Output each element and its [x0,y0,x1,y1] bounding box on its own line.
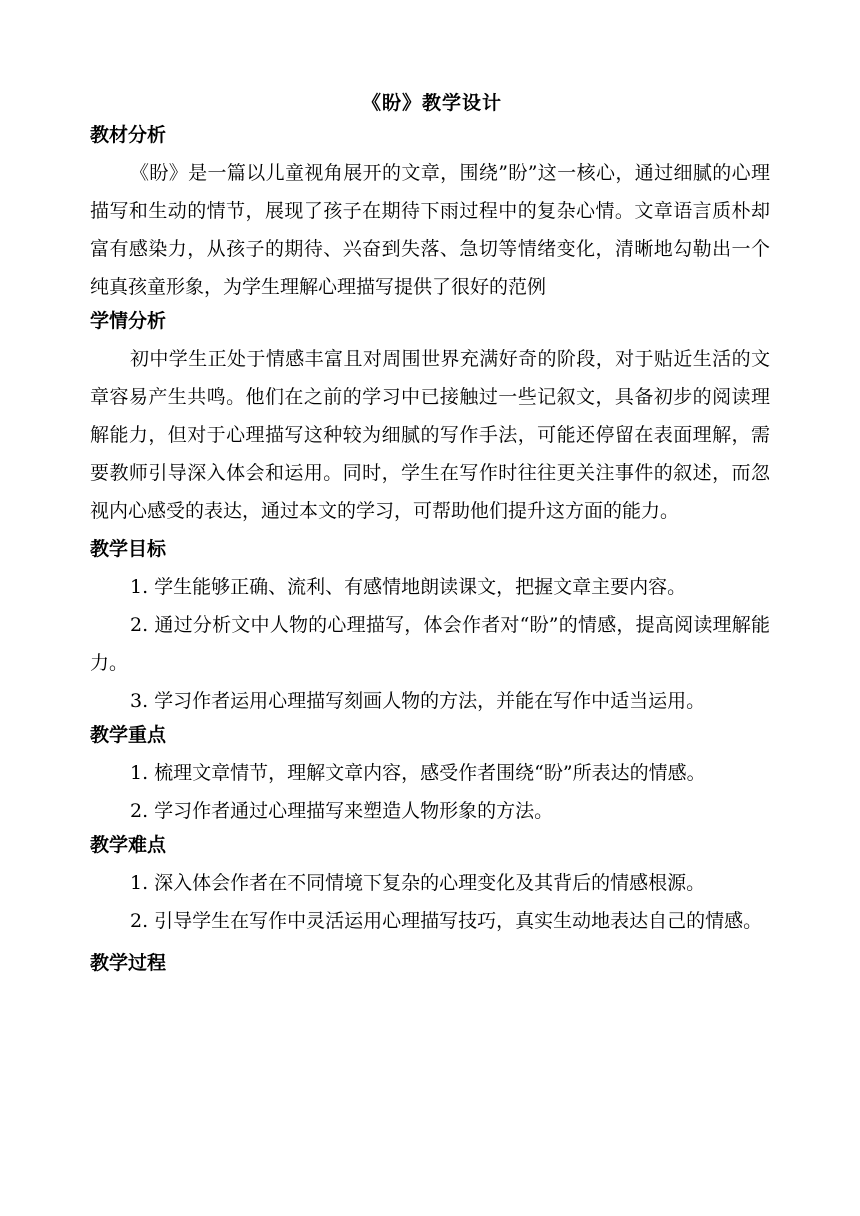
student-analysis-paragraph: 初中学生正处于情感丰富且对周围世界充满好奇的阶段，对于贴近生活的文章容易产生共鸣。他们在之前的学习中已接触过一些记叙文，具备初步的阅读理解能力，但对于心理描写这种较为细腻的写作手法，可能还停留在表面理解，需要教师引导深入体会和运用。同时，学生在写作时往往更关注事件的叙述，而忽视内心感受的表达，通过本文的学习，可帮助他们提升这方面的能力。 [90,348,770,522]
material-analysis-paragraph: 《盼》是一篇以儿童视角展开的文章，围绕”盼”这一核心，通过细腻的心理描写和生动的情节，展现了孩子在期待下雨过程中的复杂心情。文章语言质朴却富有感染力，从孩子的期待、兴奋到失落、急切等情绪变化，清晰地勾勒出一个纯真孩童形象，为学生理解心理描写提供了很好的范例 [90,162,770,298]
key-point-item-1: 1. 梳理文章情节，理解文章内容，感受作者围绕“盼”所表达的情感。 [130,762,706,784]
difficulty-item-1: 1. 深入体会作者在不同情境下复杂的心理变化及其背后的情感根源。 [130,872,706,894]
section-heading-material: 教材分析 [90,124,167,146]
section-heading-students: 学情分析 [90,310,167,332]
key-point-item-2: 2. 学习作者通过心理描写来塑造人物形象的方法。 [130,800,554,822]
goal-item-1: 1. 学生能够正确、流利、有感情地朗读课文，把握文章主要内容。 [130,576,687,598]
document-body [90,88,770,982]
difficulty-item-2: 2. 引导学生在写作中灵活运用心理描写技巧，真实生动地表达自己的情感。 [130,910,763,932]
goal-item-2: 2. 通过分析文中人物的心理描写，体会作者对“盼”的情感，提高阅读理解能力。 [90,614,770,674]
section-heading-process: 教学过程 [90,952,167,974]
section-heading-key-points: 教学重点 [90,724,167,746]
document-title: 《盼》教学设计 [361,92,502,114]
section-heading-difficulties: 教学难点 [90,834,167,856]
goal-item-3: 3. 学习作者运用心理描写刻画人物的方法，并能在写作中适当运用。 [130,690,706,712]
section-heading-goals: 教学目标 [90,538,167,560]
